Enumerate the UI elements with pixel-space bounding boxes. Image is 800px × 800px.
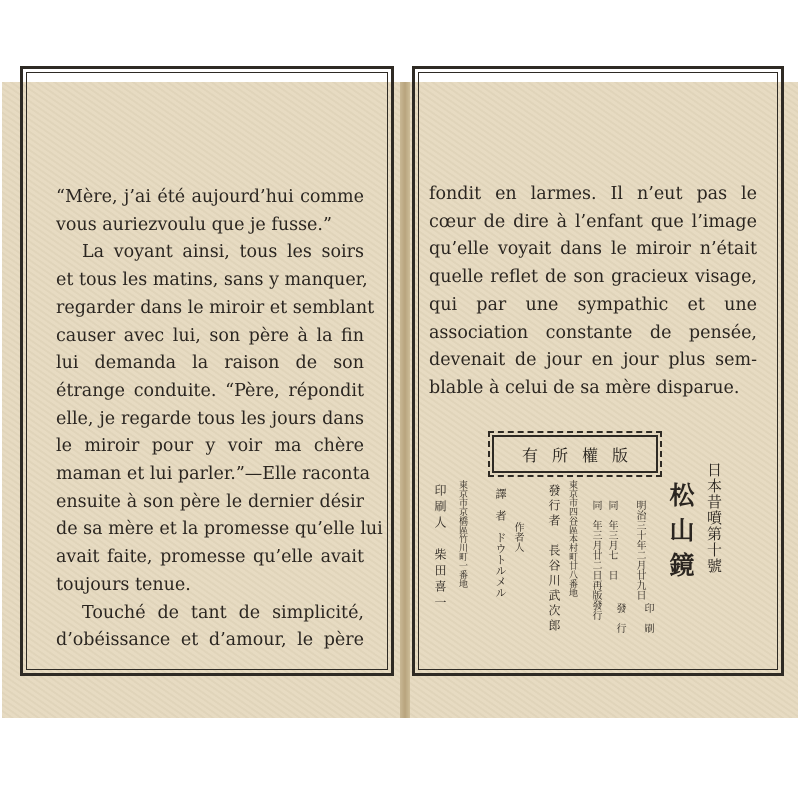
text-line: regarder dans le miroir et semblant bbox=[56, 297, 375, 318]
colophon-printer: 印刷人 柴田喜一 bbox=[433, 484, 447, 612]
copyright-stamp-text: 有所權版 bbox=[521, 445, 642, 465]
text-line: causer avec lui, son père à la fin bbox=[56, 325, 364, 346]
left-page-text bbox=[56, 184, 383, 655]
text-line: vous auriezvoulu que je fusse.” bbox=[56, 214, 332, 235]
text-line: qu’elle voyait dans le miroir n’était bbox=[429, 239, 757, 260]
text-line: Touché de tant de simplicité, bbox=[82, 602, 364, 623]
text-line: le miroir pour y voir ma chère bbox=[56, 436, 364, 457]
book-gutter bbox=[400, 82, 410, 718]
text-line: cœur de dire à l’enfant que l’image bbox=[429, 211, 757, 232]
colophon-series: 日本昔噴第十號 bbox=[705, 462, 723, 574]
text-line: elle, je regarde tous les jours dans bbox=[56, 408, 364, 429]
colophon-printer-address: 東京市京橋區竹川町一番地 bbox=[457, 480, 467, 588]
colophon-print-label: 印 刷 bbox=[642, 603, 653, 633]
text-line: de sa mère et la promesse qu’elle lui bbox=[56, 519, 383, 540]
colophon-publisher: 發行者 長谷川武次郎 bbox=[547, 484, 561, 634]
text-line: qui par une sympathic et une bbox=[429, 294, 757, 315]
text-line: étrange conduite. “Père, répondit bbox=[56, 380, 364, 401]
text-line: ensuite à son père le dernier désir bbox=[56, 491, 364, 512]
text-line: La voyant ainsi, tous les soirs bbox=[82, 242, 364, 263]
colophon-title: 松山鏡 bbox=[666, 482, 695, 587]
text-line: “Mère, j’ai été aujourd’hui comme bbox=[56, 187, 364, 207]
text-line: d’obéissance et d’amour, le père bbox=[56, 630, 364, 651]
colophon-pub-date: 同 年三月七 日 bbox=[606, 500, 617, 580]
text-line: lui demanda la raison de son bbox=[56, 353, 364, 374]
text-line: et tous les matins, sans y manquer, bbox=[56, 270, 368, 291]
text-line: maman et lui parler.”—Elle raconta bbox=[56, 464, 371, 485]
copyright-stamp bbox=[492, 435, 658, 473]
text-line: blable à celui de sa mère disparue. bbox=[429, 377, 740, 398]
text-line: association constante de pensée, bbox=[429, 322, 757, 343]
colophon-translator: 譯 者 ドウトルメル bbox=[494, 488, 507, 598]
right-page-text bbox=[429, 181, 757, 403]
colophon-pub-label: 發 行 bbox=[614, 603, 625, 633]
colophon-publisher-address: 東京市四谷區本村町廿八番地 bbox=[567, 480, 577, 597]
colophon-print-date: 明治三十年二月廿九日 bbox=[634, 500, 645, 600]
colophon-author-label: 作者人 bbox=[512, 522, 523, 552]
text-line: devenait de jour en jour plus sem- bbox=[429, 350, 757, 371]
text-line: quelle reflet de son gracieux visage, bbox=[429, 267, 757, 288]
text-line: avait faite, promesse qu’elle avait bbox=[56, 547, 364, 568]
colophon-reprint-date: 同 年三月廿二日再版發行 bbox=[590, 500, 601, 620]
text-line: fondit en larmes. Il n’eut pas le bbox=[429, 184, 757, 204]
text-line: toujours tenue. bbox=[56, 574, 191, 595]
